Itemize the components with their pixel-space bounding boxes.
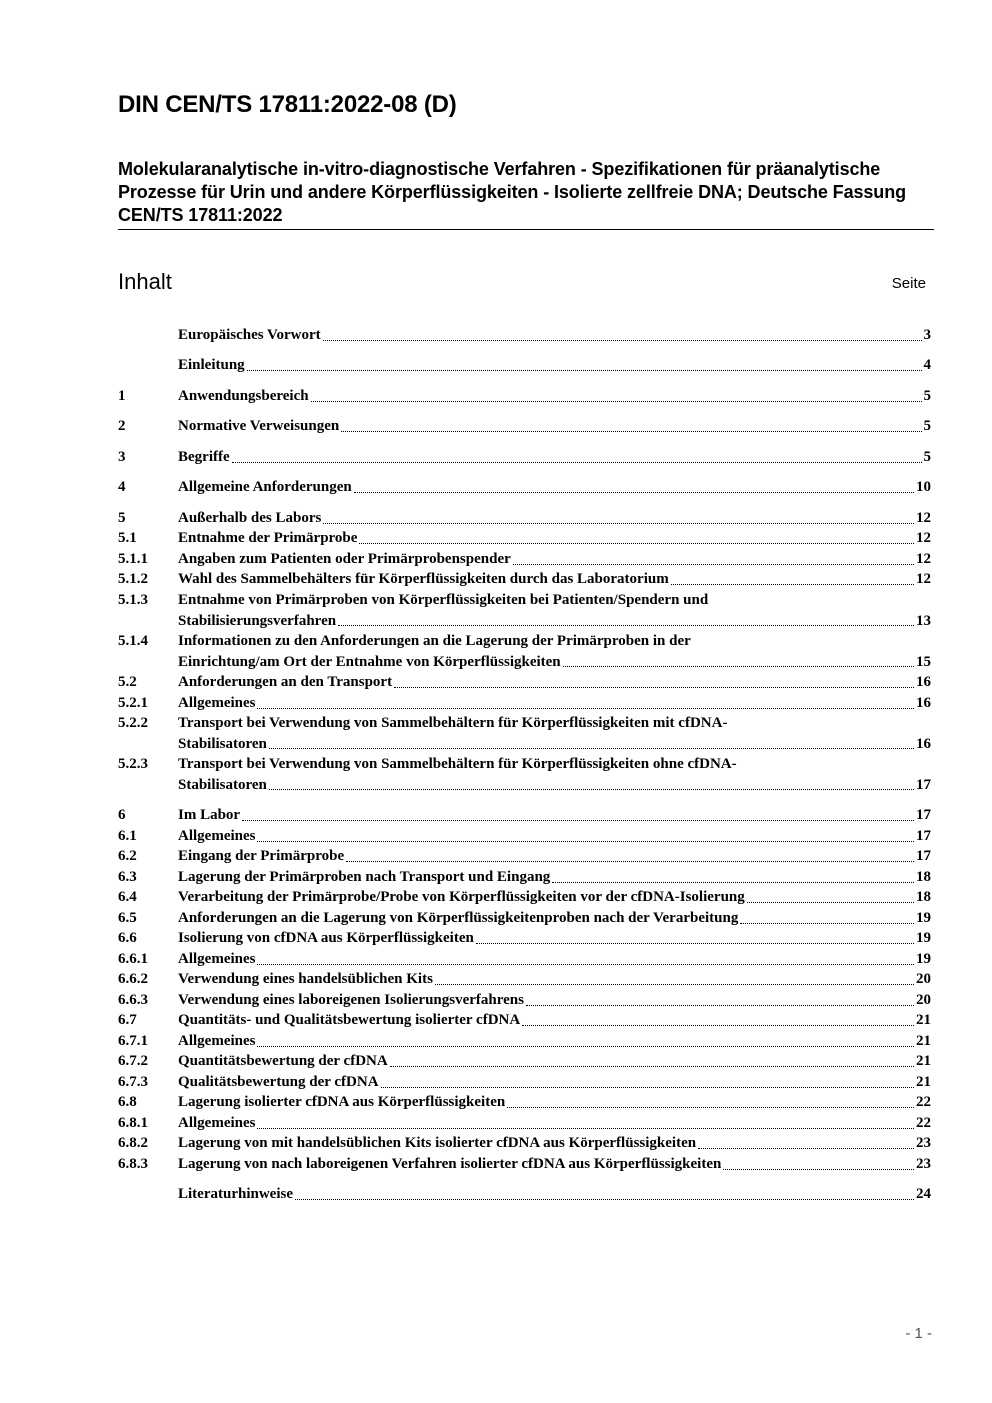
toc-entry-page: 24 (916, 1186, 931, 1202)
toc-entry-title: Transport bei Verwendung von Sammelbehältern für Körperflüssigkeiten ohne cfDNA- (178, 756, 737, 772)
toc-entry-title: Lagerung von mit handelsüblichen Kits isolierter cfDNA aus Körperflüssigkeiten (178, 1135, 697, 1151)
toc-dot-leader (338, 625, 914, 626)
toc-entry-title: Angaben zum Patienten oder Primärprobenspender (178, 551, 511, 567)
toc-dot-leader (354, 492, 914, 493)
toc-entry-number: 6.8.1 (118, 1115, 148, 1131)
toc-entry[interactable] (118, 386, 931, 407)
toc-dot-leader (242, 820, 914, 821)
toc-dot-leader (698, 1148, 914, 1149)
toc-entry-number: 6.8.3 (118, 1156, 148, 1172)
toc-entry-title: Anforderungen an den Transport (178, 674, 393, 690)
toc-entry-title: Allgemeine Anforderungen (178, 479, 352, 495)
toc-entry-number: 5 (118, 510, 126, 526)
toc-dot-leader (257, 964, 914, 965)
toc-entry-continuation[interactable] (118, 652, 931, 673)
toc-entry-page: 15 (916, 653, 931, 670)
toc-entry[interactable] (118, 1031, 931, 1052)
toc-entry-number: 5.1.2 (118, 571, 148, 587)
toc-entry[interactable] (118, 826, 931, 847)
toc-entry-title: Einrichtung/am Ort der Entnahme von Körperflüssigkeiten (178, 653, 561, 670)
toc-dot-leader (740, 923, 914, 924)
toc-entry[interactable] (118, 1010, 931, 1031)
toc-entry-title: Anforderungen an die Lagerung von Körperflüssigkeitenproben nach der Verarbeitung (178, 910, 739, 926)
toc-entry[interactable] (118, 949, 931, 970)
toc-entry[interactable] (118, 1092, 931, 1113)
toc-entry-title: Verarbeitung der Primärprobe/Probe von Körperflüssigkeiten vor der cfDNA-Isolierung (178, 889, 745, 905)
toc-entry-page: 12 (916, 551, 931, 567)
toc-entry-page: 23 (916, 1135, 931, 1151)
toc-dot-leader (295, 1199, 914, 1200)
toc-entry-page: 13 (916, 612, 931, 629)
page-number: - 1 - (905, 1325, 932, 1342)
toc-entry-page: 12 (916, 530, 931, 546)
toc-entry-page: 21 (916, 1053, 931, 1069)
toc-entry-title: Eingang der Primärprobe (178, 848, 345, 864)
toc-entry[interactable] (118, 590, 931, 611)
toc-entry[interactable] (118, 569, 931, 590)
toc-entry-title: Literaturhinweise (178, 1186, 293, 1202)
toc-entry[interactable] (118, 416, 931, 437)
document-subtitle: Molekularanalytische in-vitro-diagnostische Verfahren - Spezifikationen für präanalytische Prozesse für Urin und andere Körperflüssigkeiten - Isolierte zellfreie DNA; Deutsche Fassung CEN/TS 17811:2022 (118, 159, 906, 225)
toc-dot-leader (257, 1128, 914, 1129)
toc-entry[interactable] (118, 549, 931, 570)
toc-dot-leader (507, 1107, 914, 1108)
toc-entry-page: 17 (916, 776, 931, 793)
toc-dot-leader (526, 1005, 914, 1006)
toc-entry[interactable] (118, 713, 931, 734)
toc-entry-title: Lagerung isolierter cfDNA aus Körperflüssigkeiten (178, 1094, 506, 1110)
toc-entry-number: 6.7.3 (118, 1074, 148, 1090)
toc-entry-number: 6.7.2 (118, 1053, 148, 1069)
toc-entry-number: 6.8.2 (118, 1135, 148, 1151)
toc-entry-page: 16 (916, 695, 931, 711)
toc-entry-number: 5.1.3 (118, 592, 148, 608)
toc-entry-title: Im Labor (178, 807, 241, 823)
toc-entry-page: 17 (916, 828, 931, 844)
toc-entry[interactable] (118, 1072, 931, 1093)
toc-entry-number: 5.1 (118, 530, 137, 546)
toc-entry[interactable] (118, 355, 931, 376)
toc-dot-leader (381, 1087, 914, 1088)
toc-entry-page: 21 (916, 1074, 931, 1090)
toc-entry-title: Allgemeines (178, 1033, 256, 1049)
toc-dot-leader (390, 1066, 914, 1067)
toc-entry-number: 1 (118, 388, 126, 404)
toc-dot-leader (323, 523, 914, 524)
toc-entry-title: Europäisches Vorwort (178, 327, 321, 343)
toc-entry-page: 17 (916, 848, 931, 864)
toc-entry-title: Entnahme der Primärprobe (178, 530, 358, 546)
toc-dot-leader (359, 543, 914, 544)
toc-entry-number: 6.8 (118, 1094, 137, 1110)
toc-entry-number: 6.6.3 (118, 992, 148, 1008)
toc-entry-title: Lagerung der Primärproben nach Transport und Eingang (178, 869, 551, 885)
toc-dot-leader (522, 1025, 914, 1026)
toc-dot-leader (232, 462, 922, 463)
toc-dot-leader (671, 584, 914, 585)
document-title: DIN CEN/TS 17811:2022-08 (D) (118, 91, 457, 118)
toc-entry-title: Wahl des Sammelbehälters für Körperflüssigkeiten durch das Laboratorium (178, 571, 669, 587)
toc-entry[interactable] (118, 477, 931, 498)
toc-dot-leader (247, 370, 922, 371)
toc-entry-title: Quantitäts- und Qualitätsbewertung isolierter cfDNA (178, 1012, 521, 1028)
toc-entry-number: 4 (118, 479, 126, 495)
toc-entry-title: Stabilisatoren (178, 735, 267, 752)
toc-entry-page: 5 (923, 449, 931, 465)
toc-entry-number: 6.1 (118, 828, 137, 844)
toc-entry-page: 19 (916, 951, 931, 967)
toc-entry[interactable] (118, 447, 931, 468)
toc-entry[interactable] (118, 1154, 931, 1175)
toc-dot-leader (257, 841, 914, 842)
toc-entry-page: 16 (916, 674, 931, 690)
toc-entry-page: 21 (916, 1012, 931, 1028)
toc-entry-page: 12 (916, 510, 931, 526)
table-of-contents (118, 0, 931, 1403)
toc-dot-leader (513, 564, 914, 565)
toc-entry[interactable] (118, 672, 931, 693)
toc-entry[interactable] (118, 908, 931, 929)
toc-entry-number: 5.2 (118, 674, 137, 690)
toc-entry-page: 21 (916, 1033, 931, 1049)
toc-entry[interactable] (118, 631, 931, 652)
toc-dot-leader (311, 401, 922, 402)
toc-entry-title: Verwendung eines laboreigenen Isolierungsverfahrens (178, 992, 524, 1008)
toc-entry-page: 12 (916, 571, 931, 587)
toc-entry[interactable] (118, 846, 931, 867)
toc-entry-page: 4 (923, 357, 931, 373)
toc-entry[interactable] (118, 1184, 931, 1205)
toc-entry[interactable] (118, 1051, 931, 1072)
toc-entry-page: 18 (916, 889, 931, 905)
toc-entry-number: 6.2 (118, 848, 137, 864)
toc-page-column-label: Seite (891, 275, 926, 292)
toc-entry-title: Informationen zu den Anforderungen an die Lagerung der Primärproben in der (178, 633, 691, 649)
toc-entry-page: 23 (916, 1156, 931, 1172)
toc-entry-title: Isolierung von cfDNA aus Körperflüssigkeiten (178, 930, 474, 946)
toc-entry-title: Entnahme von Primärproben von Körperflüssigkeiten bei Patienten/Spendern und (178, 592, 709, 608)
toc-entry-title: Allgemeines (178, 951, 256, 967)
toc-entry-number: 6.6 (118, 930, 137, 946)
toc-entry-title: Normative Verweisungen (178, 418, 340, 434)
toc-entry-title: Transport bei Verwendung von Sammelbehältern für Körperflüssigkeiten mit cfDNA- (178, 715, 728, 731)
toc-entry-page: 5 (923, 388, 931, 404)
toc-entry-title: Einleitung (178, 357, 245, 373)
toc-entry[interactable] (118, 1133, 931, 1154)
toc-entry-continuation[interactable] (118, 611, 931, 632)
toc-dot-leader (323, 340, 922, 341)
toc-entry-number: 3 (118, 449, 126, 465)
toc-dot-leader (257, 708, 914, 709)
toc-entry-number: 5.1.4 (118, 633, 148, 649)
toc-entry-number: 5.2.2 (118, 715, 148, 731)
toc-entry-number: 6.6.2 (118, 971, 148, 987)
toc-dot-leader (476, 943, 914, 944)
toc-dot-leader (723, 1169, 914, 1170)
toc-entry-title: Allgemeines (178, 695, 256, 711)
toc-entry-title: Stabilisatoren (178, 776, 267, 793)
toc-dot-leader (341, 431, 921, 432)
toc-entry-page: 19 (916, 910, 931, 926)
toc-entry-title: Quantitätsbewertung der cfDNA (178, 1053, 388, 1069)
toc-entry-page: 19 (916, 930, 931, 946)
toc-entry-title: Begriffe (178, 449, 230, 465)
toc-entry-number: 5.2.3 (118, 756, 148, 772)
toc-entry-page: 5 (923, 418, 931, 434)
toc-entry[interactable] (118, 805, 931, 826)
toc-dot-leader (346, 861, 914, 862)
toc-dot-leader (747, 902, 914, 903)
toc-entry-number: 6 (118, 807, 126, 823)
toc-entry[interactable] (118, 867, 931, 888)
toc-entry-number: 5.1.1 (118, 551, 148, 567)
toc-entry[interactable] (118, 693, 931, 714)
toc-entry-page: 10 (916, 479, 931, 495)
toc-entry[interactable] (118, 990, 931, 1011)
toc-entry-title: Allgemeines (178, 828, 256, 844)
toc-dot-leader (257, 1046, 914, 1047)
toc-entry[interactable] (118, 969, 931, 990)
toc-entry-number: 6.3 (118, 869, 137, 885)
toc-entry-page: 3 (923, 327, 931, 343)
toc-entry-title: Anwendungsbereich (178, 388, 309, 404)
toc-entry-number: 2 (118, 418, 126, 434)
toc-entry-page: 22 (916, 1094, 931, 1110)
toc-dot-leader (552, 882, 914, 883)
toc-entry-title: Verwendung eines handelsüblichen Kits (178, 971, 433, 987)
toc-entry-continuation[interactable] (118, 734, 931, 755)
toc-entry-title: Allgemeines (178, 1115, 256, 1131)
toc-entry-title: Lagerung von nach laboreigenen Verfahren isolierter cfDNA aus Körperflüssigkeiten (178, 1156, 722, 1172)
toc-entry-number: 6.7.1 (118, 1033, 148, 1049)
toc-entry-continuation[interactable] (118, 775, 931, 796)
toc-entry-number: 6.6.1 (118, 951, 148, 967)
toc-entry-number: 6.4 (118, 889, 137, 905)
toc-entry-title: Stabilisierungsverfahren (178, 612, 337, 629)
toc-entry[interactable] (118, 325, 931, 346)
toc-entry-page: 17 (916, 807, 931, 823)
toc-entry[interactable] (118, 754, 931, 775)
toc-entry-page: 16 (916, 735, 931, 752)
toc-entry-number: 6.7 (118, 1012, 137, 1028)
toc-dot-leader (563, 666, 914, 667)
toc-entry-page: 20 (916, 992, 931, 1008)
toc-dot-leader (394, 687, 914, 688)
toc-entry-page: 20 (916, 971, 931, 987)
toc-entry[interactable] (118, 928, 931, 949)
toc-heading: Inhalt (118, 269, 172, 294)
toc-dot-leader (269, 748, 914, 749)
toc-entry-page: 18 (916, 869, 931, 885)
toc-entry-title: Außerhalb des Labors (178, 510, 322, 526)
toc-entry[interactable] (118, 508, 931, 529)
toc-entry-number: 6.5 (118, 910, 137, 926)
toc-entry[interactable] (118, 887, 931, 908)
toc-entry[interactable] (118, 1113, 931, 1134)
toc-entry-number: 5.2.1 (118, 695, 148, 711)
toc-dot-leader (269, 789, 914, 790)
toc-entry[interactable] (118, 528, 931, 549)
toc-entry-title: Qualitätsbewertung der cfDNA (178, 1074, 379, 1090)
toc-dot-leader (435, 984, 914, 985)
toc-entry-page: 22 (916, 1115, 931, 1131)
